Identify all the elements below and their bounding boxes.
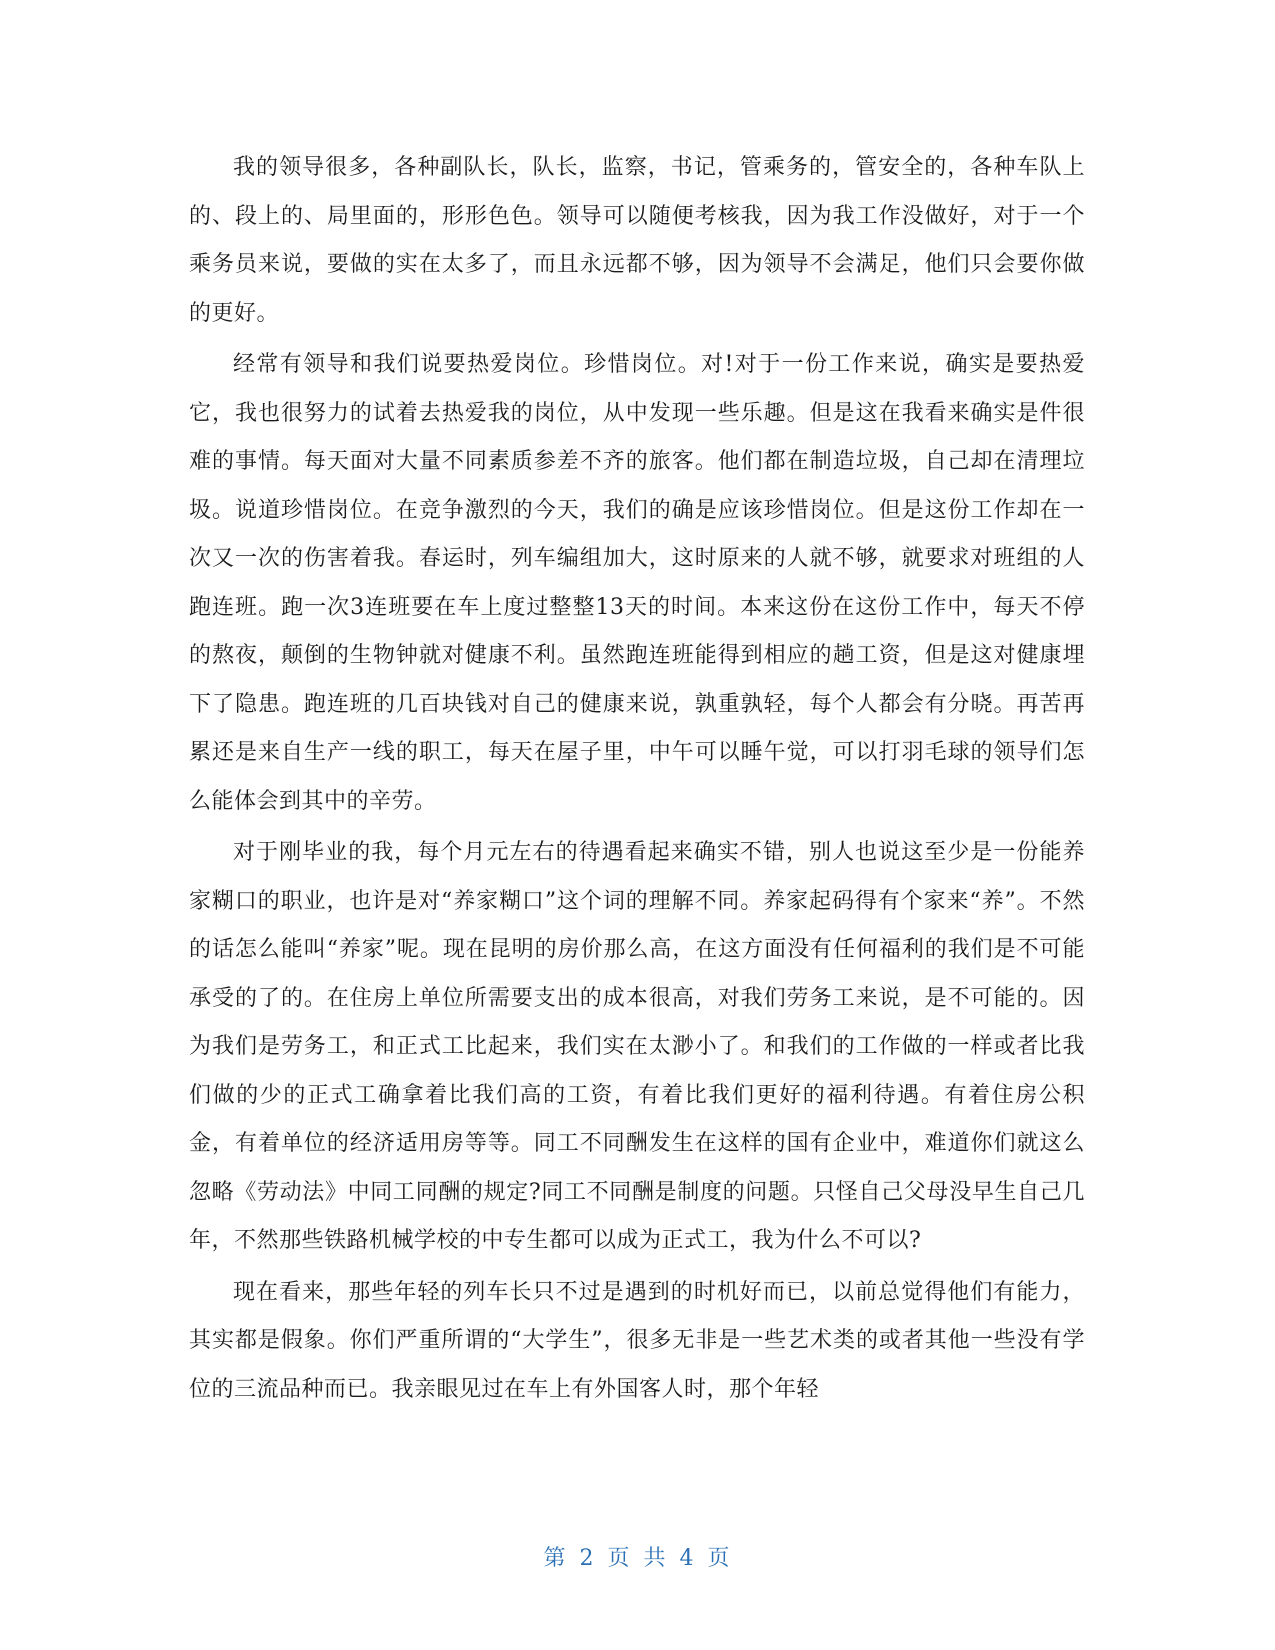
footer-page-word: 页 — [607, 1546, 632, 1571]
document-body — [189, 144, 1085, 1417]
paragraph-1: 我的领导很多，各种副队长，队长，监察，书记，管乘务的，管安全的，各种车队上的、段上的、局里面的，形形色色。领导可以随便考核我，因为我工作没做好，对于一个乘务员来说，要做的实在太多了，而且永远都不够，因为领导不会满足，他们只会要你做的更好。 — [189, 155, 1085, 326]
footer-suffix: 页 — [707, 1546, 732, 1571]
paragraph-4: 现在看来，那些年轻的列车长只不过是遇到的时机好而已，以前总觉得他们有能力，其实都是假象。你们严重所谓的“大学生”，很多无非是一些艺术类的或者其他一些没有学位的三流品种而已。我亲眼见过在车上有外国客人时，那个年轻 — [189, 1279, 1085, 1402]
page-footer — [0, 1541, 1275, 1572]
paragraph-3: 对于刚毕业的我，每个月元左右的待遇看起来确实不错，别人也说这至少是一份能养家糊口的职业，也许是对“养家糊口”这个词的理解不同。养家起码得有个家来“养”。不然的话怎么能叫“养家”呢。现在昆明的房价那么高，在这方面没有任何福利的我们是不可能承受的了的。在住房上单位所需要支出的成本很高，对我们劳务工来说，是不可能的。因为我们是劳务工，和正式工比起来，我们实在太渺小了。和我们的工作做的一样或者比我们做的少的正式工确拿着比我们高的工资，有着比我们更好的福利待遇。有着住房公积金，有着单位的经济适用房等等。同工不同酬发生在这样的国有企业中，难道你们就这么忽略《劳动法》中同工同酬的规定?同工不同酬是制度的问题。只怪自己父母没早生自己几年，不然那些铁路机械学校的中专生都可以成为正式工，我为什么不可以? — [189, 840, 1085, 1253]
paragraph-2: 经常有领导和我们说要热爱岗位。珍惜岗位。对!对于一份工作来说，确实是要热爱它，我也很努力的试着去热爱我的岗位，从中发现一些乐趣。但是这在我看来确实是件很难的事情。每天面对大量不同素质参差不齐的旅客。他们都在制造垃圾，自己却在清理垃圾。说道珍惜岗位。在竞争激烈的今天，我们的确是应该珍惜岗位。但是这份工作却在一次又一次的伤害着我。春运时，列车编组加大，这时原来的人就不够，就要求对班组的人跑连班。跑一次3连班要在车上度过整整13天的时间。本来这份在这份工作中，每天不停的熬夜，颠倒的生物钟就对健康不利。虽然跑连班能得到相应的趟工资，但是这对健康埋下了隐患。跑连班的几百块钱对自己的健康来说，孰重孰轻，每个人都会有分晓。再苦再累还是来自生产一线的职工，每天在屋子里，中午可以睡午觉，可以打羽毛球的领导们怎么能体会到其中的辛劳。 — [189, 352, 1085, 814]
footer-current-page: 2 — [579, 1546, 596, 1571]
footer-prefix: 第 — [543, 1546, 568, 1571]
footer-total-pages: 4 — [679, 1546, 696, 1571]
footer-total-word: 共 — [643, 1546, 668, 1571]
